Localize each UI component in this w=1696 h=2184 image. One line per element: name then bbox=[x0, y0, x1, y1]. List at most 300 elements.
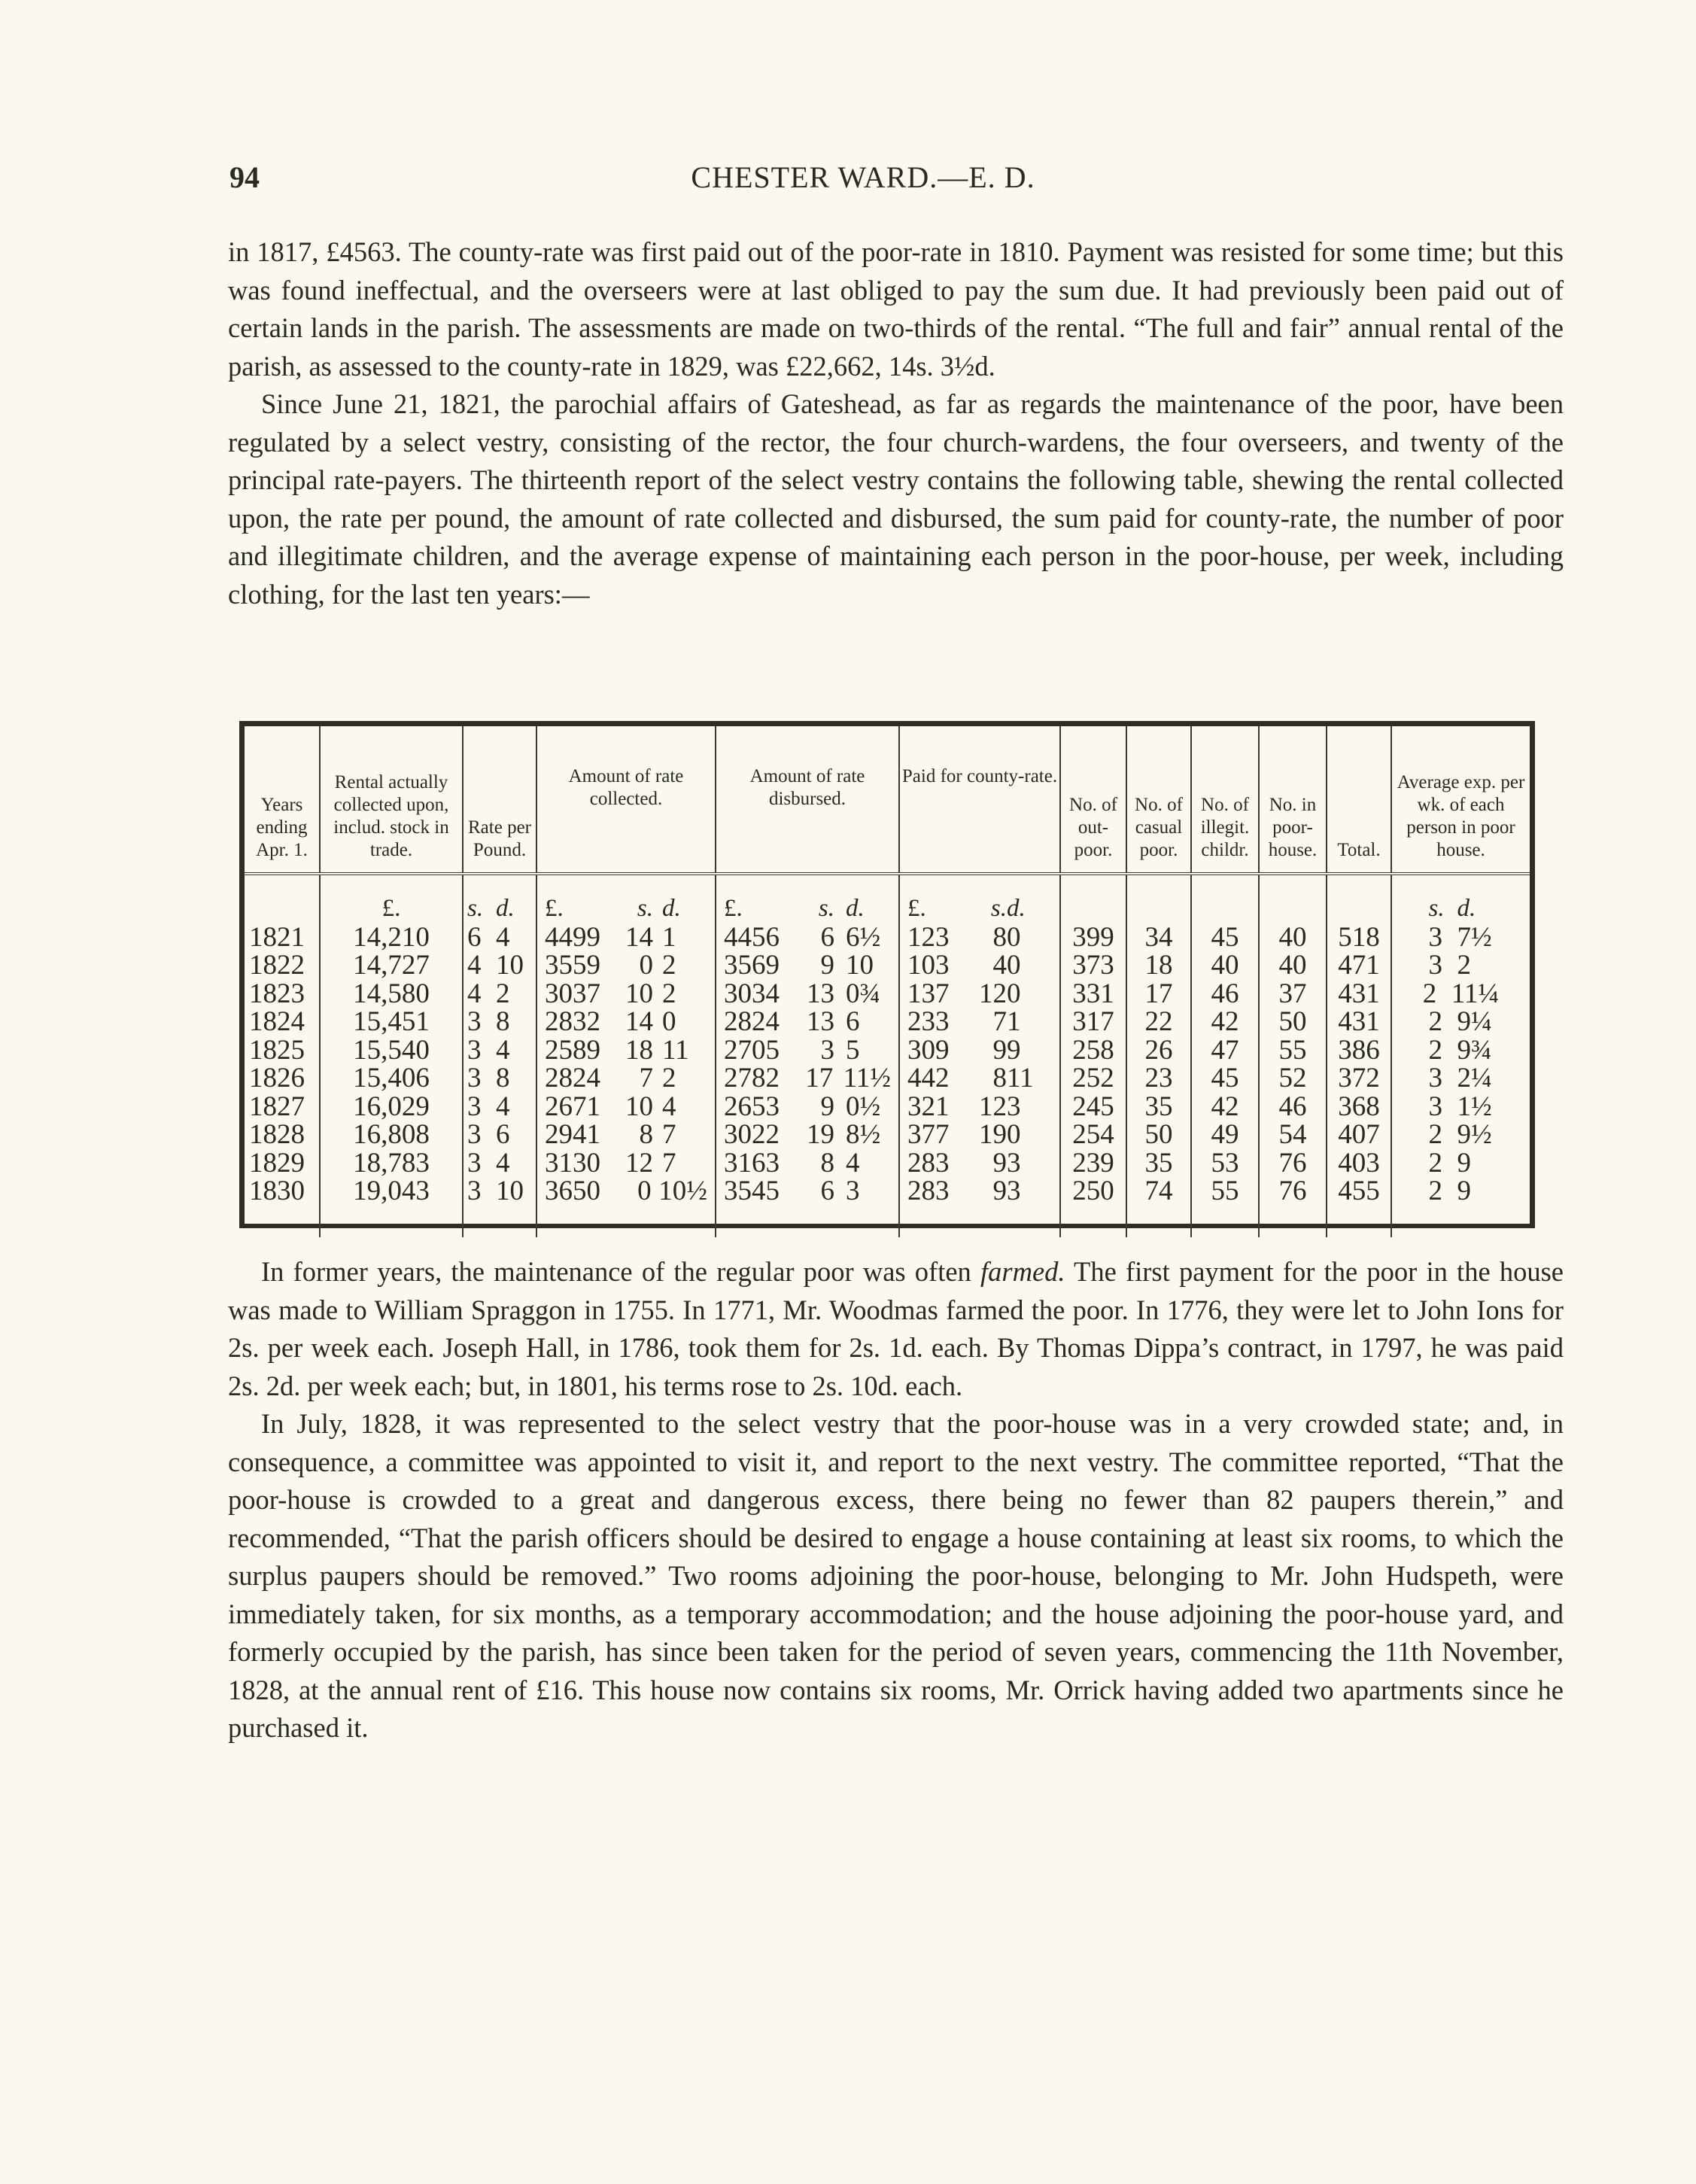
cell-out-poor: 239 bbox=[1060, 1149, 1126, 1178]
rate-shillings: 4 bbox=[467, 978, 482, 1009]
disbursed-shillings: 13 bbox=[807, 978, 834, 1009]
cell-disbursed bbox=[716, 980, 899, 1008]
collected-pence: 2 bbox=[662, 950, 676, 981]
county-rate-pence: 3 bbox=[1007, 1147, 1021, 1179]
rate-sd bbox=[467, 1064, 533, 1093]
cell-poorhouse: 50 bbox=[1259, 1008, 1327, 1036]
collected-lsd bbox=[540, 1090, 712, 1122]
cell-rate bbox=[463, 1149, 536, 1178]
county-rate-lsd bbox=[903, 1064, 1056, 1093]
collected-shillings: 12 bbox=[625, 1147, 653, 1179]
cell-out-poor: 317 bbox=[1060, 1008, 1126, 1036]
cell-illegit: 40 bbox=[1191, 951, 1259, 980]
county-rate-pence: 1 bbox=[1007, 1006, 1021, 1037]
county-rate-lsd bbox=[903, 951, 1056, 980]
cell-total: 403 bbox=[1327, 1149, 1391, 1178]
table-spacer-row bbox=[245, 1206, 1530, 1237]
average-sd bbox=[1395, 1036, 1527, 1065]
paragraph-select-vestry: Since June 21, 1821, the parochial affairs of Gateshead, as far as regards the maintenance of the poor, have been regulated by a select vestry, consisting of the rector, the four church-wardens, the four overseers, and twenty of the principal rate-payers. The thirteenth report of the select vestry contains the following table, shewing the rental collected upon, the rate per pound, the amount of rate collected and disbursed, the sum paid for county-rate, the number of poor and illegitimate children, and the average expense of maintaining each person in the poor-house, per week, including clothing, for the last ten years:— bbox=[228, 388, 1564, 610]
cell-average bbox=[1391, 1008, 1530, 1036]
disbursed-lsd bbox=[719, 1064, 895, 1093]
cell-collected bbox=[536, 1064, 716, 1093]
cell-poorhouse: 40 bbox=[1259, 951, 1327, 980]
average-shillings: 3 bbox=[1428, 1090, 1442, 1122]
collected-pounds: 2671 bbox=[545, 1090, 600, 1122]
collected-lsd bbox=[540, 1149, 712, 1178]
cell-rate bbox=[463, 1177, 536, 1206]
county-rate-shillings: 7 bbox=[992, 1006, 1007, 1037]
cell-rate bbox=[463, 951, 536, 980]
cell-average bbox=[1391, 1036, 1530, 1065]
cell-out-poor: 258 bbox=[1060, 1036, 1126, 1065]
cell-rental: 15,451 bbox=[320, 1008, 463, 1036]
cell-out-poor: 250 bbox=[1060, 1177, 1126, 1206]
rate-pence: 8 bbox=[496, 1006, 510, 1037]
average-sd bbox=[1395, 1149, 1527, 1178]
rate-shillings: 3 bbox=[467, 1147, 482, 1179]
cell-total: 386 bbox=[1327, 1036, 1391, 1065]
table-header-row bbox=[245, 726, 1530, 874]
county-rate-pounds: 283 bbox=[907, 1147, 950, 1179]
average-shillings: 2 bbox=[1422, 978, 1437, 1009]
county-rate-shillings: 19 bbox=[979, 1119, 1007, 1150]
cell-illegit: 45 bbox=[1191, 1064, 1259, 1093]
cell-rate bbox=[463, 1121, 536, 1149]
average-shillings: 2 bbox=[1428, 1176, 1442, 1206]
county-rate-pence: 11 bbox=[1007, 1063, 1034, 1094]
unit-d: d. bbox=[662, 895, 681, 922]
empty-cell bbox=[716, 1206, 899, 1237]
collected-lsd bbox=[540, 923, 712, 952]
unit-s: s. bbox=[637, 895, 653, 922]
table-row bbox=[245, 1121, 1530, 1149]
table-row bbox=[245, 951, 1530, 980]
disbursed-lsd bbox=[719, 1036, 895, 1065]
table-row bbox=[245, 1064, 1530, 1093]
collected-shillings: 0 bbox=[639, 950, 653, 981]
header-average: Average exp. per wk. of each person in poor house. bbox=[1391, 726, 1530, 874]
cell-collected bbox=[536, 923, 716, 952]
rate-sd bbox=[467, 1177, 533, 1206]
cell-collected bbox=[536, 980, 716, 1008]
average-sd bbox=[1395, 1064, 1527, 1093]
cell-total: 372 bbox=[1327, 1064, 1391, 1093]
cell-illegit: 42 bbox=[1191, 1008, 1259, 1036]
cell-total: 431 bbox=[1327, 1008, 1391, 1036]
rate-shillings: 3 bbox=[467, 1176, 482, 1206]
collected-pounds: 4499 bbox=[545, 921, 600, 953]
rate-sd bbox=[467, 923, 533, 952]
disbursed-pounds: 3022 bbox=[724, 1119, 780, 1150]
average-sd bbox=[1395, 923, 1527, 952]
text-block-after-table bbox=[228, 1253, 1564, 1748]
cell-disbursed bbox=[716, 923, 899, 952]
county-rate-shillings: 12 bbox=[979, 978, 1007, 1009]
collected-pounds: 2589 bbox=[545, 1034, 600, 1066]
cell-out-poor: 252 bbox=[1060, 1064, 1126, 1093]
header-poorhouse: No. in poor-house. bbox=[1259, 726, 1327, 874]
disbursed-pounds: 3163 bbox=[724, 1147, 780, 1179]
cell-county-rate bbox=[899, 980, 1060, 1008]
cell-year: 1829 bbox=[245, 1149, 320, 1178]
header-illegit: No. of illegit. childr. bbox=[1191, 726, 1259, 874]
average-shillings: 3 bbox=[1428, 921, 1442, 953]
page-number: 94 bbox=[229, 160, 260, 194]
cell-average bbox=[1391, 1149, 1530, 1178]
collected-shillings: 18 bbox=[625, 1034, 653, 1066]
rate-sd bbox=[467, 1090, 533, 1122]
collected-pence: 7 bbox=[662, 1119, 676, 1150]
disbursed-pounds: 2824 bbox=[724, 1006, 780, 1037]
disbursed-lsd bbox=[719, 951, 895, 980]
county-rate-shillings: 8 bbox=[992, 1063, 1007, 1094]
average-pence: 2¼ bbox=[1457, 1063, 1492, 1094]
county-rate-shillings: 4 bbox=[992, 950, 1007, 981]
cell-year: 1822 bbox=[245, 951, 320, 980]
cell-rate bbox=[463, 980, 536, 1008]
collected-pence: 1 bbox=[662, 921, 676, 953]
unit-s: s. bbox=[818, 895, 834, 922]
cell-year: 1821 bbox=[245, 923, 320, 952]
cell-county-rate bbox=[899, 1090, 1060, 1122]
disbursed-lsd bbox=[719, 1090, 895, 1122]
disbursed-shillings: 6 bbox=[820, 1176, 834, 1206]
cell-illegit: 55 bbox=[1191, 1177, 1259, 1206]
collected-pounds: 2832 bbox=[545, 1006, 600, 1037]
table-row bbox=[245, 923, 1530, 952]
disbursed-pence: 3 bbox=[846, 1176, 860, 1206]
average-sd bbox=[1395, 951, 1527, 980]
disbursed-shillings: 8 bbox=[820, 1147, 834, 1179]
collected-pence: 4 bbox=[662, 1090, 676, 1122]
average-shillings: 2 bbox=[1428, 1006, 1442, 1037]
county-rate-shillings: 8 bbox=[992, 921, 1007, 953]
cell-average bbox=[1391, 1090, 1530, 1122]
cell-rate bbox=[463, 923, 536, 952]
empty-cell bbox=[1060, 1206, 1126, 1237]
rate-sd bbox=[467, 980, 533, 1008]
county-rate-lsd bbox=[903, 980, 1056, 1008]
county-rate-shillings: 9 bbox=[992, 1034, 1007, 1066]
average-pence: 9 bbox=[1457, 1176, 1471, 1206]
cell-rate bbox=[463, 1064, 536, 1093]
rate-pence: 4 bbox=[496, 1090, 510, 1122]
county-rate-pence: 3 bbox=[1007, 1176, 1021, 1206]
average-pence: 9¾ bbox=[1457, 1034, 1492, 1066]
cell-disbursed bbox=[716, 1008, 899, 1036]
cell-rate bbox=[463, 1036, 536, 1065]
disbursed-lsd bbox=[719, 923, 895, 952]
disbursed-shillings: 19 bbox=[807, 1119, 834, 1150]
disbursed-shillings: 9 bbox=[820, 950, 834, 981]
disbursed-pounds: 3569 bbox=[724, 950, 780, 981]
cell-disbursed bbox=[716, 1036, 899, 1065]
cell-year: 1825 bbox=[245, 1036, 320, 1065]
cell-average bbox=[1391, 923, 1530, 952]
cell-year: 1823 bbox=[245, 980, 320, 1008]
rate-shillings: 3 bbox=[467, 1006, 482, 1037]
disbursed-shillings: 17 bbox=[805, 1063, 834, 1094]
average-shillings: 2 bbox=[1428, 1034, 1442, 1066]
cell-county-rate bbox=[899, 1036, 1060, 1065]
cell-rental: 16,808 bbox=[320, 1121, 463, 1149]
cell-illegit: 42 bbox=[1191, 1093, 1259, 1121]
table-row bbox=[245, 980, 1530, 1008]
cell-total: 431 bbox=[1327, 980, 1391, 1008]
cell-county-rate bbox=[899, 923, 1060, 952]
disbursed-pence: 8½ bbox=[846, 1119, 881, 1150]
collected-pounds: 3037 bbox=[545, 978, 600, 1009]
county-rate-lsd bbox=[903, 1036, 1056, 1065]
collected-shillings: 14 bbox=[625, 921, 653, 953]
text-block-before-table bbox=[228, 233, 1564, 613]
cell-rental: 15,540 bbox=[320, 1036, 463, 1065]
header-year: Years ending Apr. 1. bbox=[245, 726, 320, 874]
rate-sd bbox=[467, 1121, 533, 1149]
cell-average bbox=[1391, 1177, 1530, 1206]
county-rate-pence: 9 bbox=[1007, 1034, 1021, 1066]
rate-shillings: 3 bbox=[467, 1034, 482, 1066]
cell-casual-poor: 35 bbox=[1126, 1149, 1191, 1178]
disbursed-pence: 5 bbox=[846, 1034, 860, 1066]
empty-cell bbox=[536, 1206, 716, 1237]
county-rate-pence: 0 bbox=[1007, 950, 1021, 981]
header-out-poor: No. of out-poor. bbox=[1060, 726, 1126, 874]
header-county-rate: Paid for county-rate. bbox=[899, 726, 1060, 874]
cell-poorhouse: 40 bbox=[1259, 923, 1327, 952]
unit-s: s. bbox=[990, 895, 1007, 922]
rate-pence: 10 bbox=[496, 950, 524, 981]
collected-pence: 2 bbox=[662, 978, 676, 1009]
rate-shillings: 4 bbox=[467, 950, 482, 981]
average-sd bbox=[1395, 1121, 1527, 1149]
header-disbursed: Amount of rate disbursed. bbox=[716, 726, 899, 874]
disbursed-pence: 11½ bbox=[843, 1063, 891, 1094]
disbursed-shillings: 6 bbox=[820, 921, 834, 953]
cell-year: 1824 bbox=[245, 1008, 320, 1036]
collected-pence: 11 bbox=[662, 1034, 689, 1066]
cell-poorhouse: 54 bbox=[1259, 1121, 1327, 1149]
cell-out-poor: 399 bbox=[1060, 923, 1126, 952]
county-rate-shillings: 12 bbox=[979, 1090, 1007, 1122]
rate-shillings: 3 bbox=[467, 1119, 482, 1150]
cell-out-poor: 254 bbox=[1060, 1121, 1126, 1149]
cell-casual-poor: 18 bbox=[1126, 951, 1191, 980]
empty-cell bbox=[1126, 1206, 1191, 1237]
rate-shillings: 3 bbox=[467, 1063, 482, 1094]
unit-d: d. bbox=[1457, 895, 1476, 922]
cell-casual-poor: 23 bbox=[1126, 1064, 1191, 1093]
cell-poorhouse: 76 bbox=[1259, 1149, 1327, 1178]
collected-lsd bbox=[540, 1064, 712, 1093]
empty-cell bbox=[1327, 1206, 1391, 1237]
cell-collected bbox=[536, 1121, 716, 1149]
disbursed-shillings: 3 bbox=[820, 1034, 834, 1066]
collected-lsd bbox=[540, 980, 712, 1008]
disbursed-pence: 4 bbox=[846, 1147, 860, 1179]
cell-illegit: 53 bbox=[1191, 1149, 1259, 1178]
paragraph-farmed-poor: In former years, the maintenance of the regular poor was often farmed. The first payment for the poor in the house was made to William Spraggon in 1755. In 1771, Mr. Woodmas farmed the poor. In 1776, they were let to John Ions for 2s. per week each. Joseph Hall, in 1786, took them for 2s. 1d. each. By Thomas Dippa’s contract, in 1797, he was paid 2s. 2d. per week each; but, in 1801, his terms rose to 2s. 10d. each. bbox=[228, 1256, 1564, 1401]
disbursed-lsd bbox=[719, 980, 895, 1008]
cell-collected bbox=[536, 1149, 716, 1178]
collected-shillings: 0 bbox=[637, 1176, 652, 1206]
county-rate-pence: 0 bbox=[1007, 1119, 1021, 1150]
cell-rental: 18,783 bbox=[320, 1149, 463, 1178]
average-sd bbox=[1395, 1090, 1527, 1122]
unit-s: s. bbox=[1428, 895, 1445, 922]
cell-year: 1826 bbox=[245, 1064, 320, 1093]
collected-lsd bbox=[540, 951, 712, 980]
average-pence: 1½ bbox=[1457, 1090, 1492, 1122]
cell-county-rate bbox=[899, 1121, 1060, 1149]
rate-pence: 10 bbox=[496, 1176, 524, 1206]
cell-disbursed bbox=[716, 1177, 899, 1206]
cell-disbursed bbox=[716, 1090, 899, 1122]
cell-average bbox=[1391, 980, 1530, 1008]
unit-s: s. bbox=[467, 895, 484, 922]
cell-rate bbox=[463, 1008, 536, 1036]
disbursed-lsd bbox=[719, 1008, 895, 1036]
cell-poorhouse: 55 bbox=[1259, 1036, 1327, 1065]
cell-disbursed bbox=[716, 1064, 899, 1093]
county-rate-lsd bbox=[903, 923, 1056, 952]
county-rate-pounds: 123 bbox=[907, 921, 950, 953]
county-rate-pence: 0 bbox=[1007, 921, 1021, 953]
rate-pence: 6 bbox=[496, 1119, 510, 1150]
cell-year: 1827 bbox=[245, 1093, 320, 1121]
average-pence: 9½ bbox=[1457, 1119, 1492, 1150]
cell-rate bbox=[463, 1090, 536, 1122]
collected-pounds: 3650 bbox=[545, 1176, 600, 1206]
unit-pound: £. bbox=[320, 874, 463, 923]
poor-rate-table bbox=[239, 721, 1535, 1228]
table-row bbox=[245, 1093, 1530, 1121]
average-sd bbox=[1395, 1008, 1527, 1036]
table-row bbox=[245, 1177, 1530, 1206]
county-rate-pounds: 103 bbox=[907, 950, 950, 981]
rate-shillings: 6 bbox=[467, 921, 482, 953]
county-rate-pounds: 137 bbox=[907, 978, 950, 1009]
cell-rental: 14,727 bbox=[320, 951, 463, 980]
cell-average bbox=[1391, 1064, 1530, 1093]
header-rate: Rate per Pound. bbox=[463, 726, 536, 874]
average-shillings: 2 bbox=[1428, 1119, 1442, 1150]
cell-poorhouse: 76 bbox=[1259, 1177, 1327, 1206]
rate-pence: 2 bbox=[496, 978, 510, 1009]
cell-total: 455 bbox=[1327, 1177, 1391, 1206]
unit-pound: £. bbox=[545, 895, 564, 922]
unit-d: d. bbox=[846, 895, 865, 922]
rate-shillings: 3 bbox=[467, 1090, 482, 1122]
unit-d: d. bbox=[1007, 895, 1026, 922]
cell-illegit: 49 bbox=[1191, 1121, 1259, 1149]
rate-sd bbox=[467, 951, 533, 980]
unit-d: d. bbox=[496, 895, 515, 922]
county-rate-shillings: 9 bbox=[992, 1176, 1007, 1206]
county-rate-pounds: 233 bbox=[907, 1006, 950, 1037]
cell-total: 471 bbox=[1327, 951, 1391, 980]
cell-casual-poor: 74 bbox=[1126, 1177, 1191, 1206]
cell-collected bbox=[536, 1008, 716, 1036]
average-pence: 7½ bbox=[1457, 921, 1492, 953]
disbursed-lsd bbox=[719, 1121, 895, 1149]
county-rate-pence: 3 bbox=[1007, 1090, 1021, 1122]
average-sd bbox=[1395, 980, 1527, 1008]
collected-pence: 0 bbox=[662, 1006, 676, 1037]
cell-county-rate bbox=[899, 1008, 1060, 1036]
rate-pence: 4 bbox=[496, 1034, 510, 1066]
disbursed-lsd bbox=[719, 1149, 895, 1178]
collected-shillings: 10 bbox=[625, 1090, 653, 1122]
poor-rate-table-grid bbox=[245, 726, 1530, 1237]
unit-pound: £. bbox=[907, 895, 926, 922]
cell-rental: 14,210 bbox=[320, 923, 463, 952]
disbursed-pounds: 3034 bbox=[724, 978, 780, 1009]
average-shillings: 2 bbox=[1428, 1147, 1442, 1179]
cell-casual-poor: 22 bbox=[1126, 1008, 1191, 1036]
average-pence: 9 bbox=[1457, 1147, 1471, 1179]
cell-casual-poor: 26 bbox=[1126, 1036, 1191, 1065]
paragraph-crowded-poorhouse: In July, 1828, it was represented to the select vestry that the poor-house was in a very crowded state; and, in consequence, a committee was appointed to visit it, and report to the next vestry. The committee reported, “That the poor-house is crowded to a great and dangerous excess, there being no fewer than 82 paupers therein,” and recommended, “That the parish officers should be desired to engage a house containing at least six rooms, to which the surplus paupers should be removed.” Two rooms adjoining the poor-house, belonging to Mr. John Hudspeth, were immediately taken, for six months, as a temporary accommodation; and the house adjoining the poor-house yard, and formerly occupied by the parish, has since been taken for the period of seven years, commencing the 11th November, 1828, at the annual rent of £16. This house now contains six rooms, Mr. Orrick having added two apartments since he purchased it. bbox=[228, 1408, 1564, 1743]
average-pence: 9¼ bbox=[1457, 1006, 1492, 1037]
disbursed-pence: 10 bbox=[846, 950, 874, 981]
county-rate-pence: 0 bbox=[1007, 978, 1021, 1009]
collected-lsd bbox=[540, 1036, 712, 1065]
cell-out-poor: 331 bbox=[1060, 980, 1126, 1008]
disbursed-pounds: 4456 bbox=[724, 921, 780, 953]
empty-cell bbox=[899, 1206, 1060, 1237]
cell-out-poor: 373 bbox=[1060, 951, 1126, 980]
empty-cell bbox=[320, 1206, 463, 1237]
cell-illegit: 45 bbox=[1191, 923, 1259, 952]
unit-pound: £. bbox=[724, 895, 743, 922]
empty-cell bbox=[245, 1206, 320, 1237]
disbursed-shillings: 9 bbox=[820, 1090, 834, 1122]
cell-total: 407 bbox=[1327, 1121, 1391, 1149]
cell-rental: 16,029 bbox=[320, 1093, 463, 1121]
county-rate-pounds: 283 bbox=[907, 1176, 950, 1206]
collected-pence: 2 bbox=[662, 1063, 676, 1094]
cell-collected bbox=[536, 1177, 716, 1206]
disbursed-pounds: 3545 bbox=[724, 1176, 780, 1206]
cell-poorhouse: 37 bbox=[1259, 980, 1327, 1008]
cell-poorhouse: 52 bbox=[1259, 1064, 1327, 1093]
average-sd bbox=[1395, 1177, 1527, 1206]
empty-cell bbox=[1191, 1206, 1259, 1237]
cell-illegit: 46 bbox=[1191, 980, 1259, 1008]
county-rate-pounds: 309 bbox=[907, 1034, 950, 1066]
cell-total: 518 bbox=[1327, 923, 1391, 952]
cell-rental: 14,580 bbox=[320, 980, 463, 1008]
collected-pounds: 3559 bbox=[545, 950, 600, 981]
disbursed-pounds: 2782 bbox=[724, 1063, 780, 1094]
running-title: CHESTER WARD.—E. D. bbox=[691, 160, 1035, 194]
cell-total: 368 bbox=[1327, 1093, 1391, 1121]
disbursed-pence: 6 bbox=[846, 1006, 860, 1037]
cell-county-rate bbox=[899, 951, 1060, 980]
collected-pounds: 2941 bbox=[545, 1119, 600, 1150]
cell-year: 1828 bbox=[245, 1121, 320, 1149]
paragraph-county-rate: in 1817, £4563. The county-rate was first paid out of the poor-rate in 1810. Payment was resisted for some time; but this was found ineffectual, and the overseers were at last obliged to pay the sum due. It had previously been paid out of certain lands in the parish. The assessments are made on two-thirds of the rental. “The full and fair” annual rental of the parish, as assessed to the county-rate in 1829, was £22,662, 14s. 3½d. bbox=[228, 236, 1564, 382]
cell-rental: 19,043 bbox=[320, 1177, 463, 1206]
collected-pounds: 3130 bbox=[545, 1147, 600, 1179]
county-rate-lsd bbox=[903, 1177, 1056, 1206]
county-rate-shillings: 9 bbox=[992, 1147, 1007, 1179]
cell-disbursed bbox=[716, 951, 899, 980]
cell-collected bbox=[536, 1036, 716, 1065]
county-rate-lsd bbox=[903, 1149, 1056, 1178]
disbursed-lsd bbox=[719, 1177, 895, 1206]
